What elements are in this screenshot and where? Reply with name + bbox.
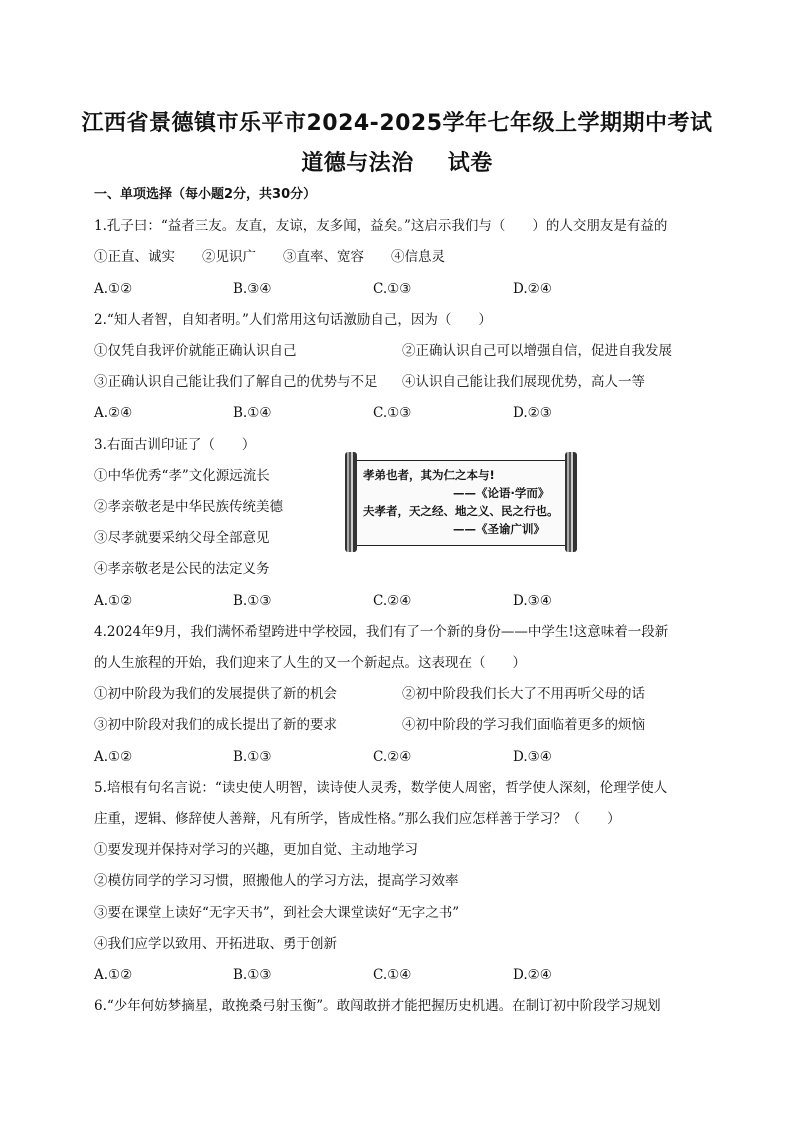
q2-option-d[interactable]: D.②③	[513, 405, 552, 421]
q5-stem-line-1: 5.培根有句名言说：“读史使人明智，读诗使人灵秀，数学使人周密，哲学使人深刻，伦理学使人	[94, 780, 668, 796]
q2-option-c[interactable]: C.①③	[373, 405, 412, 421]
q4-item-3: ③初中阶段对我们的成长提出了新的要求	[94, 717, 337, 733]
q3-item-1: ①中华优秀“孝”文化源远流长	[94, 468, 270, 484]
q5-item-1: ①要发现并保持对学习的兴趣，更加自觉、主动地学习	[94, 842, 418, 858]
subject-name: 道德与法治	[301, 151, 414, 176]
q4-item-2: ②初中阶段我们长大了不用再听父母的话	[402, 686, 645, 702]
q1-option-a[interactable]: A.①②	[94, 281, 133, 297]
q6-stem-line-1: 6.“少年何妨梦摘星，敢挽桑弓射玉衡”。敢闯敢拼才能把握历史机遇。在制订初中阶段学习规划	[94, 998, 661, 1014]
q4-stem-line-1: 4.2024年9月，我们满怀希望跨进中学校园，我们有了一个新的身份——中学生!这意味着一段新	[94, 624, 669, 640]
q4-item-1: ①初中阶段为我们的发展提供了新的机会	[94, 686, 337, 702]
scroll-source-2: ——《圣谕广训》	[453, 522, 545, 536]
q5-item-3: ③要在课堂上读好“无字天书”，到社会大课堂读好“无字之书”	[94, 905, 460, 921]
q4-item-4: ④初中阶段的学习我们面临着更多的烦恼	[402, 717, 645, 733]
q3-option-d[interactable]: D.③④	[513, 593, 552, 609]
q5-item-4: ④我们应学以致用、开拓进取、勇于创新	[94, 936, 337, 952]
q3-option-a[interactable]: A.①②	[94, 593, 133, 609]
q3-item-2: ②孝亲敬老是中华民族传统美德	[94, 499, 283, 515]
q2-item-4: ④认识自己能让我们展现优势，高人一等	[402, 374, 645, 390]
q3-stem: 3.右面古训印证了（ ）	[94, 437, 256, 453]
q5-option-b[interactable]: B.①③	[233, 967, 272, 983]
q5-option-c[interactable]: C.①④	[373, 967, 412, 983]
q5-item-2: ②模仿同学的学习习惯，照搬他人的学习方法，提高学习效率	[94, 873, 459, 889]
scroll-roller-right	[565, 452, 577, 552]
q4-option-d[interactable]: D.③④	[513, 749, 552, 765]
q5-option-d[interactable]: D.②④	[513, 967, 552, 983]
scroll-source-1: ——《论语·学而》	[453, 486, 550, 500]
q1-stem: 1.孔子曰：“益者三友。友直，友谅，友多闻，益矣。”这启示我们与（ ）的人交朋友是有益的	[94, 218, 668, 234]
paper-label: 试卷	[447, 151, 493, 176]
q4-option-c[interactable]: C.②④	[373, 749, 412, 765]
q3-item-3: ③尽孝就要采纳父母全部意见	[94, 530, 270, 546]
q1-option-b[interactable]: B.③④	[233, 281, 272, 297]
q2-item-3: ③正确认识自己能让我们了解自己的优势与不足	[94, 374, 378, 390]
q3-item-4: ④孝亲敬老是公民的法定义务	[94, 561, 270, 577]
q2-item-2: ②正确认识自己可以增强自信，促进自我发展	[402, 343, 672, 359]
q3-option-b[interactable]: B.①③	[233, 593, 272, 609]
q1-option-c[interactable]: C.①③	[373, 281, 412, 297]
q4-option-a[interactable]: A.①②	[94, 749, 133, 765]
ancient-motto-scroll	[343, 452, 579, 552]
exam-subtitle	[0, 146, 794, 177]
scroll-roller-left	[345, 452, 357, 552]
q1-option-d[interactable]: D.②④	[513, 281, 552, 297]
q2-item-1: ①仅凭自我评价就能正确认识自己	[94, 343, 297, 359]
exam-title: 江西省景德镇市乐平市2024-2025学年七年级上学期期中考试	[81, 111, 713, 136]
q5-stem-line-2: 庄重，逻辑、修辞使人善辩，凡有所学，皆成性格。”那么我们应怎样善于学习？（ ）	[94, 811, 621, 827]
q5-option-a[interactable]: A.①②	[94, 967, 133, 983]
scroll-quote-1: 孝弟也者，其为仁之本与!	[363, 468, 495, 482]
q1-items: ①正直、诚实 ②见识广 ③直率、宽容 ④信息灵	[94, 249, 445, 265]
section-heading: 一、单项选择（每小题2分，共30分）	[94, 187, 317, 202]
q2-stem: 2.“知人者智，自知者明。”人们常用这句话激励自己，因为（ ）	[94, 312, 492, 328]
q4-stem-line-2: 的人生旅程的开始，我们迎来了人生的又一个新起点。这表现在（ ）	[94, 655, 526, 671]
q3-option-c[interactable]: C.②④	[373, 593, 412, 609]
q2-option-b[interactable]: B.①④	[233, 405, 272, 421]
scroll-quote-2: 夫孝者，天之经、地之义、民之行也。	[363, 504, 559, 518]
q4-option-b[interactable]: B.①③	[233, 749, 272, 765]
q2-option-a[interactable]: A.②④	[94, 405, 133, 421]
